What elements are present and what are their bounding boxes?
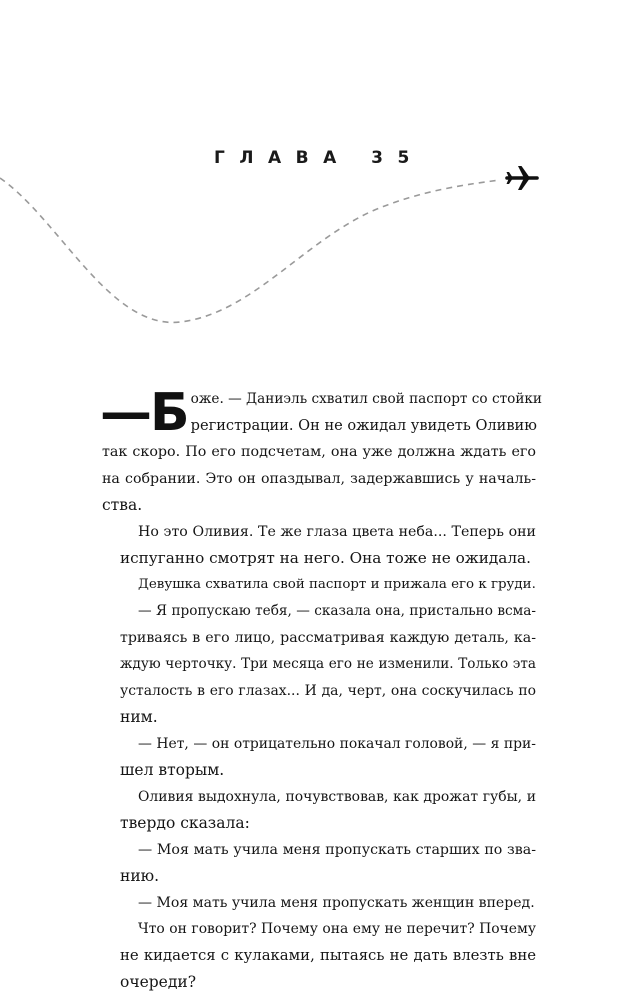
text-line: нию. xyxy=(120,867,160,885)
paragraph xyxy=(102,731,536,784)
text-line: твердо сказала: xyxy=(120,814,250,832)
text-line: — Я пропускаю тебя, — сказала она, пристально всма- xyxy=(138,603,536,619)
text-line: оже. — Даниэль схватил свой паспорт со стойки xyxy=(190,391,543,407)
chapter-body xyxy=(100,383,543,996)
text-line: испуганно смотрят на него. Она тоже не ожидала. xyxy=(120,549,531,567)
paragraph xyxy=(102,784,536,837)
text-line: — Нет, — он отрицательно покачал головой, — я при- xyxy=(138,735,536,752)
text-line: ним. xyxy=(120,708,158,726)
paragraph xyxy=(102,598,536,731)
text-line: ждую черточку. Три месяца его не изменили. Только эта xyxy=(120,656,536,672)
drop-cap: —Б xyxy=(100,383,188,443)
text-line: усталость в его глазах... И да, черт, она соскучилась по xyxy=(120,682,536,699)
paragraph xyxy=(100,383,543,519)
paragraph xyxy=(102,837,536,890)
text-line: — Моя мать учила меня пропускать женщин вперед. xyxy=(138,894,535,911)
text-line: — Моя мать учила меня пропускать старших по зва- xyxy=(138,841,536,858)
text-line: так скоро. По его подсчетам, она уже должна ждать его xyxy=(102,444,536,460)
dashed-flight-path xyxy=(0,0,644,340)
chapter-header xyxy=(0,0,644,340)
text-line: на собрании. Это он опаздывал, задержавшись у началь- xyxy=(102,470,536,487)
chapter-title: ГЛАВА 35 xyxy=(214,148,424,168)
text-line: Что он говорит? Почему она ему не перечит? Почему xyxy=(138,921,536,937)
text-line: Но это Оливия. Те же глаза цвета неба... Теперь они xyxy=(138,523,536,540)
paragraph xyxy=(102,519,536,572)
paragraph xyxy=(102,916,536,996)
airplane-icon xyxy=(504,160,540,196)
text-line: очереди? xyxy=(120,973,197,991)
paragraph xyxy=(102,890,536,917)
text-line: шел вторым. xyxy=(120,761,225,779)
text-line: регистрации. Он не ожидал увидеть Оливию xyxy=(190,416,537,434)
text-line: Оливия выдохнула, почувствовав, как дрожат губы, и xyxy=(138,788,536,805)
text-line: триваясь в его лицо, рассматривая каждую деталь, ка- xyxy=(120,629,536,646)
text-line: ства. xyxy=(102,496,143,514)
text-line: не кидается с кулаками, пытаясь не дать влезть вне xyxy=(120,946,536,964)
paragraph xyxy=(102,572,536,599)
text-line: Девушка схватила свой паспорт и прижала его к груди. xyxy=(138,576,536,592)
